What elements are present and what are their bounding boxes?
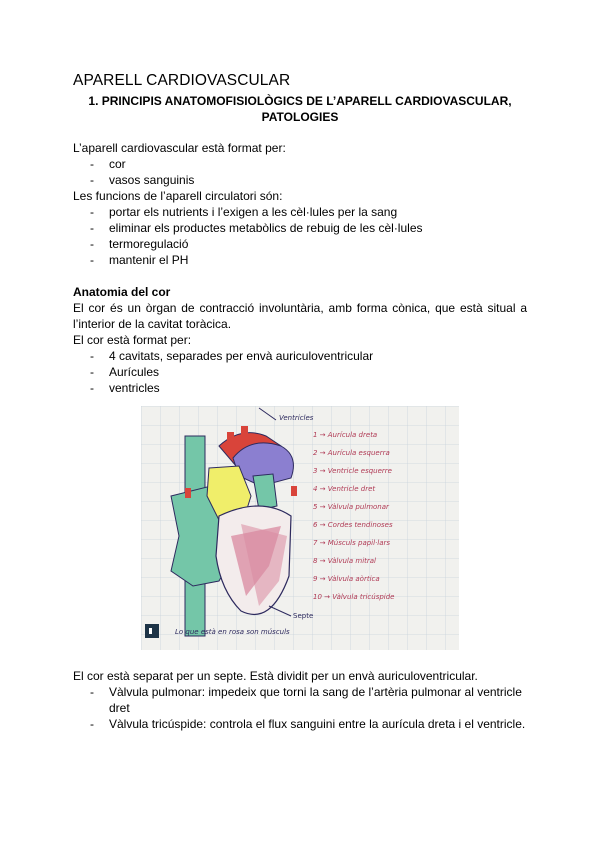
heart-intro: El cor està format per: (73, 333, 192, 347)
app-logo-icon-mark (149, 628, 152, 634)
heart-parts-list (73, 348, 527, 396)
section-heading (73, 93, 527, 125)
list-item: - Vàlvula pulmonar: impedeix que torni la sang de l’artèria pulmonar al ventricle dret (73, 684, 527, 716)
list-item: - ventricles (73, 380, 527, 396)
functions-list (73, 204, 527, 268)
list-item: - mantenir el PH (73, 252, 527, 268)
vessel-mark-shape (291, 486, 297, 496)
septe-label: Septe (293, 612, 314, 620)
list-item: - termoregulació (73, 236, 527, 252)
anatomy-heading: Anatomia del cor (73, 285, 171, 299)
document-title: APARELL CARDIOVASCULAR (73, 72, 291, 89)
ventricles-label: Ventricles (279, 414, 314, 422)
list-item: - vasos sanguinis (73, 172, 527, 188)
heart-diagram-figure (141, 406, 459, 650)
list-item: - Aurícules (73, 364, 527, 380)
heart-diagram-svg (141, 406, 459, 650)
vessel-mark-shape (185, 488, 191, 498)
list-item: - portar els nutrients i l’exigen a les cèl·lules per la sang (73, 204, 527, 220)
section-heading-line1: 1. PRINCIPIS ANATOMOFISIOLÒGICS DE L’APARELL CARDIOVASCULAR, (88, 94, 512, 108)
aorta-branch-shape (241, 426, 248, 444)
legend-item: 6 → Cordes tendinoses (313, 521, 393, 529)
septe-paragraph: El cor està separat per un septe. Està dividit per un envà auriculoventricular. (73, 669, 478, 683)
anatomy-paragraph: El cor és un òrgan de contracció involuntària, amb forma cònica, que està situal a l’interior de la cavitat toràcica. (73, 301, 527, 331)
legend-item: 9 → Vàlvula aòrtica (313, 575, 380, 583)
legend-item: 4 → Ventricle dret (313, 485, 376, 493)
list-item: - eliminar els productes metabòlics de rebuig de les cèl·lules (73, 220, 527, 236)
list-item: - cor (73, 156, 527, 172)
aorta-branch-shape (227, 432, 234, 450)
list-item: - Vàlvula tricúspide: controla el flux sanguini entre la aurícula dreta i el ventricle. (73, 716, 527, 732)
diagram-caption: Lo que està en rosa son músculs (175, 628, 290, 636)
legend-item: 8 → Vàlvula mitral (313, 557, 377, 565)
list-item: - 4 cavitats, separades per envà auriculoventricular (73, 348, 527, 364)
valves-list (73, 684, 527, 732)
intro-paragraph: L’aparell cardiovascular està format per: (73, 141, 286, 155)
legend-item: 5 → Vàlvula pulmonar (313, 503, 389, 511)
intro-list (73, 156, 527, 188)
functions-intro: Les funcions de l’aparell circulatori són: (73, 189, 283, 203)
legend-item: 10 → Vàlvula tricúspide (313, 593, 395, 601)
legend-item: 2 → Aurícula esquerra (313, 449, 390, 457)
legend-item: 3 → Ventricle esquerre (313, 467, 392, 475)
section-heading-line2: PATOLOGIES (261, 110, 339, 124)
legend-item: 1 → Aurícula dreta (313, 431, 378, 439)
legend-item: 7 → Músculs papil·lars (313, 539, 391, 547)
